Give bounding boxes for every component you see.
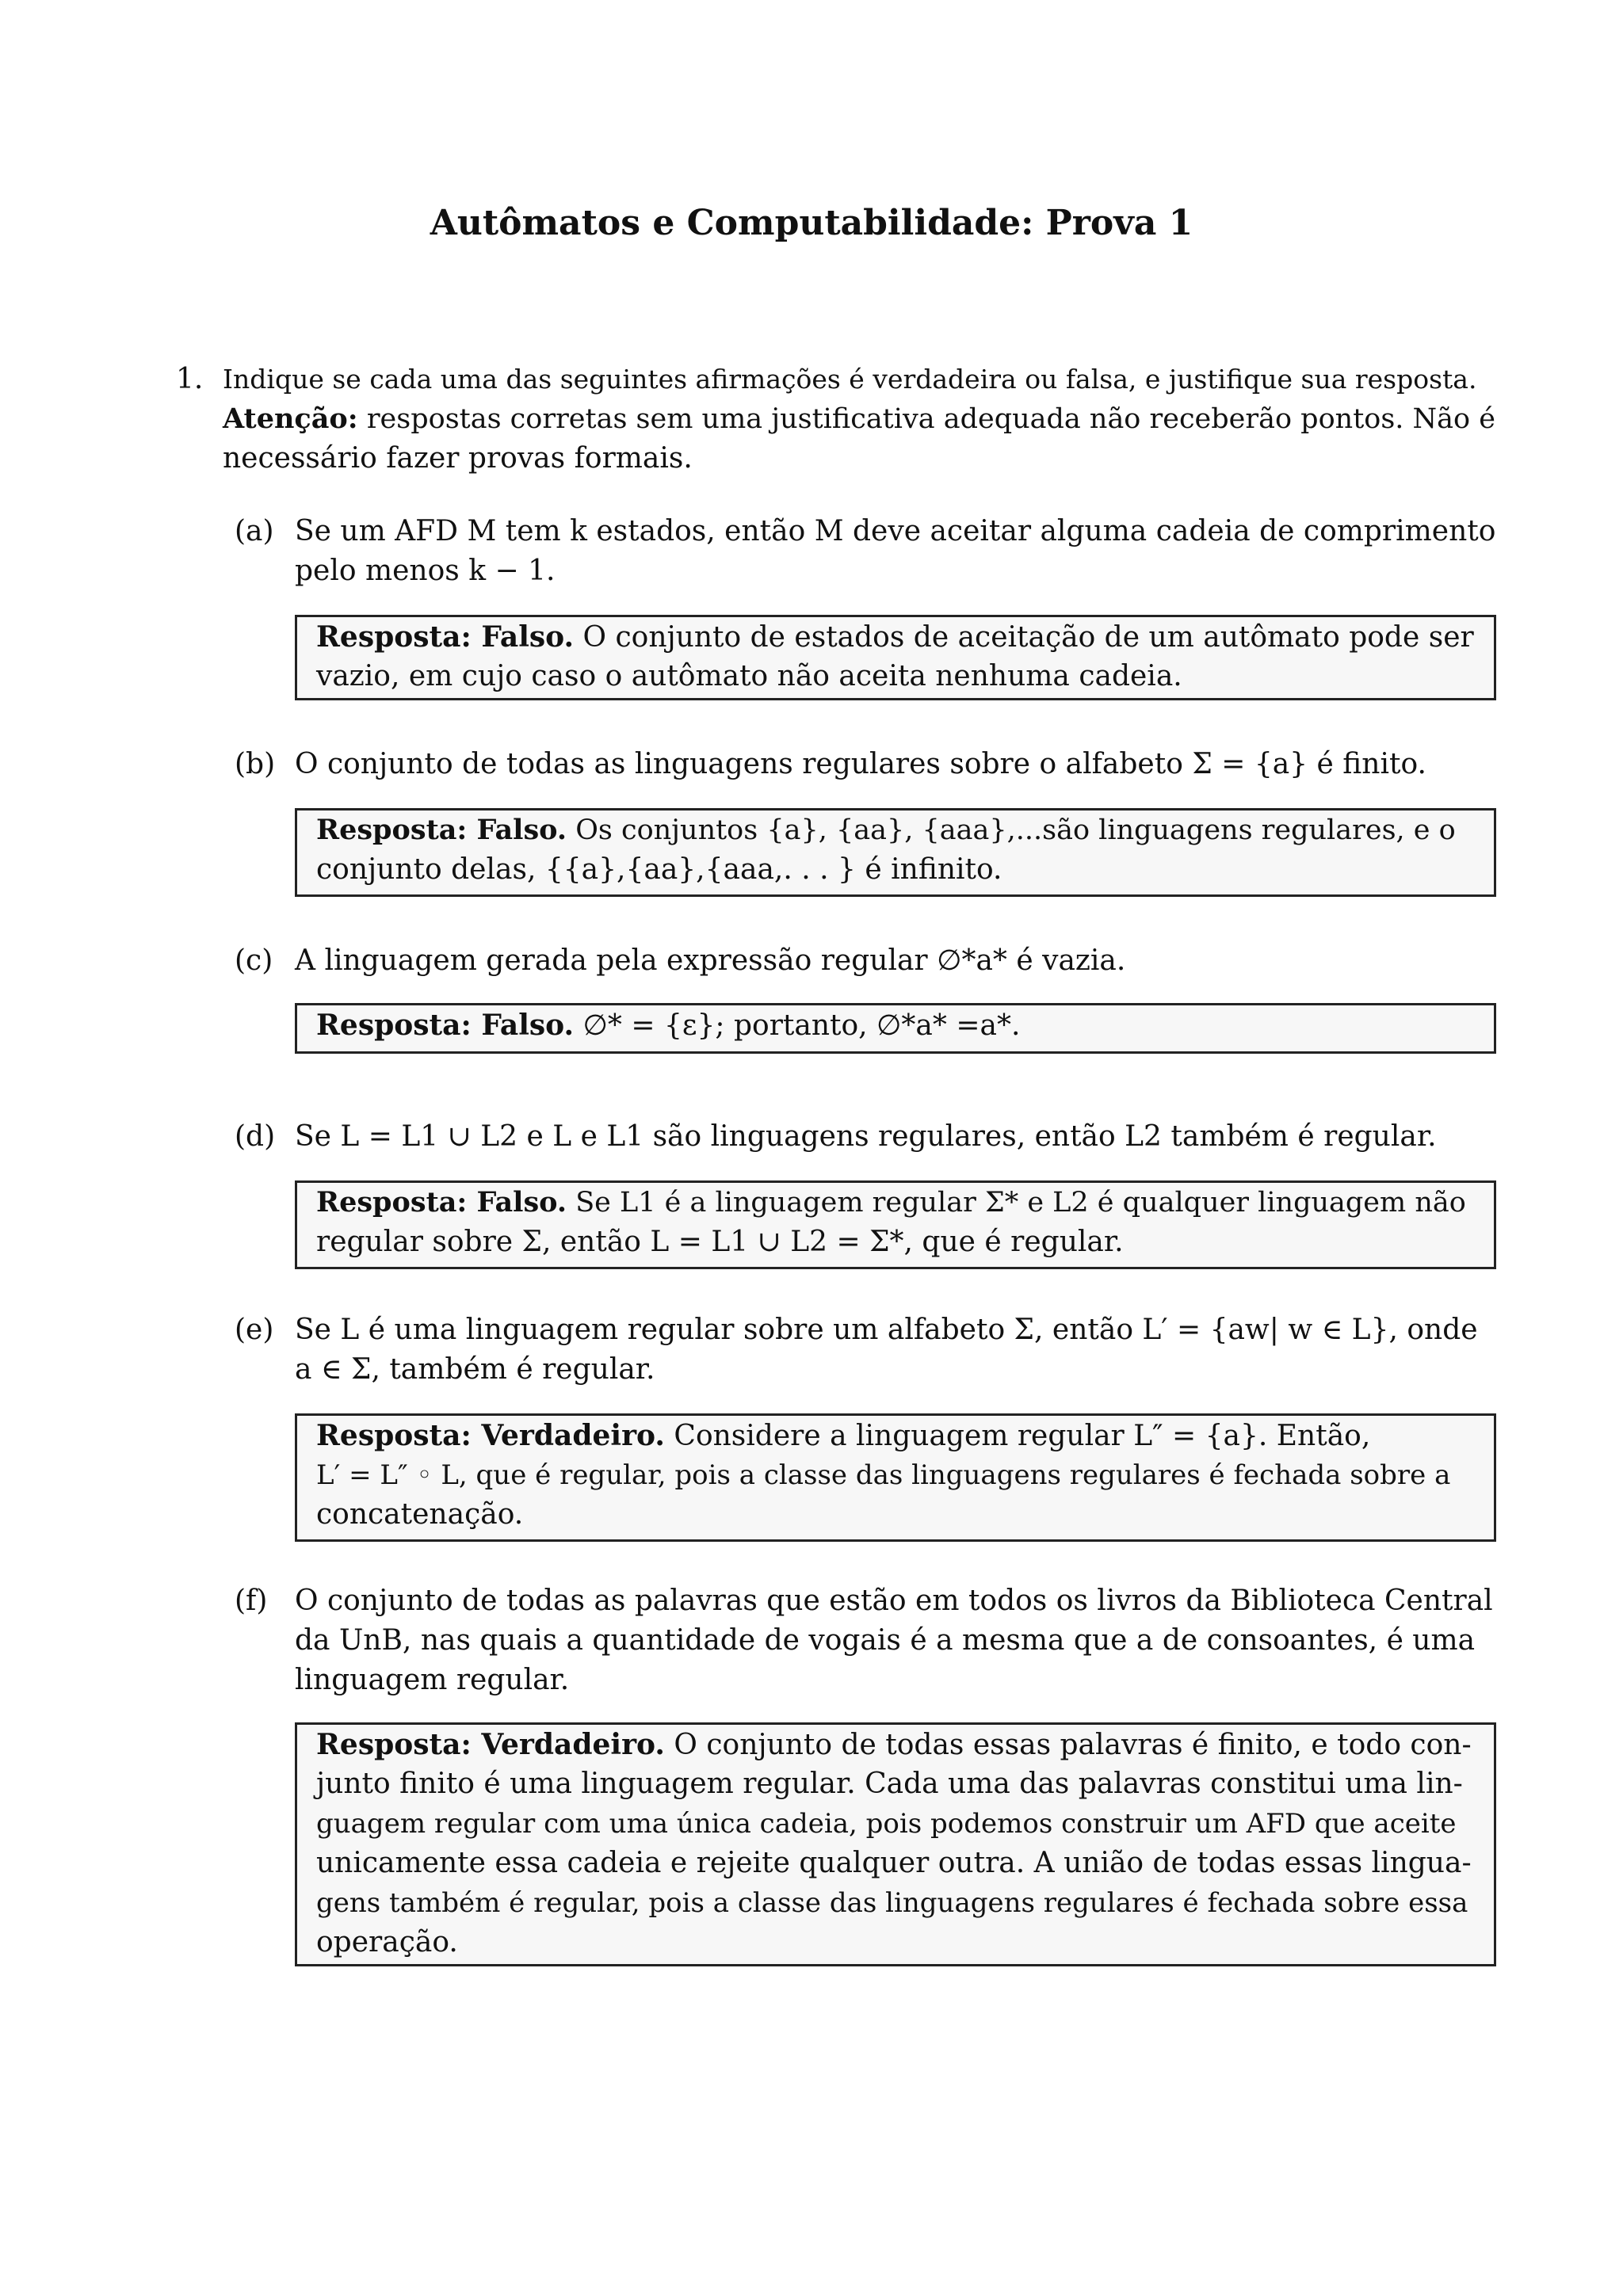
- item-f-answer-line-4: unicamente essa cadeia e rejeite qualquer outra. A união de todas essas lingua-: [316, 1847, 1472, 1879]
- item-a-answer-box: [295, 615, 1496, 700]
- item-f-answer-line-3: guagem regular com uma única cadeia, pois podemos construir um AFD que aceite: [316, 1808, 1457, 1840]
- item-e-line-1: Se L é uma linguagem regular sobre um alfabeto Σ, então L′ = {aw| w ∈ L}, onde: [295, 1314, 1478, 1346]
- item-d-answer-line-1: Resposta: Falso. Se L1 é a linguagem regular Σ* e L2 é qualquer linguagem não: [316, 1186, 1466, 1219]
- item-a-answer-line-2: vazio, em cujo caso o autômato não aceita nenhuma cadeia.: [316, 660, 1182, 692]
- item-b-line-1: O conjunto de todas as linguagens regulares sobre o alfabeto Σ = {a} é finito.: [295, 748, 1426, 780]
- item-a-statement: [295, 512, 1496, 591]
- question-line-2: [223, 399, 1495, 439]
- item-c-answer-line-1: Resposta: Falso. ∅* = {ε}; portanto, ∅*a* =a*.: [316, 1009, 1021, 1042]
- item-d-label: (d): [235, 1120, 276, 1153]
- answer-label: Resposta: Falso.: [316, 620, 575, 654]
- item-f-line-2: da UnB, nas quais a quantidade de vogais é a mesma que a de consoantes, é uma: [295, 1624, 1476, 1657]
- item-e-statement: [295, 1310, 1496, 1390]
- item-d-answer-line-2: regular sobre Σ, então L = L1 ∪ L2 = Σ*, que é regular.: [316, 1226, 1124, 1258]
- question-line-1: Indique se cada uma das seguintes afirmações é verdadeira ou falsa, e justifique sua resposta.: [223, 364, 1477, 395]
- item-f-answer-box: [295, 1722, 1496, 1966]
- page-title: Autômatos e Computabilidade: Prova 1: [430, 203, 1193, 243]
- question-line-3: necessário fazer provas formais.: [223, 442, 693, 475]
- item-b-label: (b): [235, 748, 276, 780]
- question-instructions: [223, 360, 1495, 479]
- item-c-statement: [295, 941, 1496, 981]
- item-a-answer-line-1: Resposta: Falso. O conjunto de estados de aceitação de um autômato pode ser: [316, 620, 1474, 654]
- item-a-line-1: Se um AFD M tem k estados, então M deve aceitar alguma cadeia de comprimento: [295, 515, 1496, 547]
- item-f-answer-line-1: Resposta: Verdadeiro. O conjunto de todas essas palavras é finito, e todo con-: [316, 1728, 1472, 1761]
- item-f-line-1: O conjunto de todas as palavras que estão em todos os livros da Biblioteca Central: [295, 1585, 1493, 1617]
- item-d-line-1: Se L = L1 ∪ L2 e L e L1 são linguagens regulares, então L2 também é regular.: [295, 1120, 1437, 1153]
- item-b-answer-box: [295, 808, 1496, 897]
- item-c-label: (c): [235, 944, 273, 977]
- item-e-line-2: a ∈ Σ, também é regular.: [295, 1353, 655, 1386]
- item-c-line-1: A linguagem gerada pela expressão regular ∅*a* é vazia.: [295, 944, 1126, 977]
- item-d-answer-box: [295, 1180, 1496, 1269]
- item-b-answer-line-2: conjunto delas, {{a},{aa},{aaa,. . . } é infinito.: [316, 853, 1002, 886]
- item-b-statement: [295, 745, 1496, 784]
- answer-label: Resposta: Verdadeiro.: [316, 1419, 665, 1452]
- item-f-answer-line-2: junto finito é uma linguagem regular. Cada uma das palavras constitui uma lin-: [316, 1768, 1463, 1800]
- item-e-answer-line-1: Resposta: Verdadeiro. Considere a linguagem regular L″ = {a}. Então,: [316, 1419, 1371, 1452]
- item-f-answer-line-5: gens também é regular, pois a classe das linguagens regulares é fechada sobre essa: [316, 1887, 1468, 1919]
- item-e-answer-line-2: L′ = L″ ◦ L, que é regular, pois a classe das linguagens regulares é fechada sobre a: [316, 1459, 1451, 1491]
- item-e-label: (e): [235, 1314, 274, 1346]
- attention-label: Atenção:: [223, 402, 358, 435]
- item-f-statement: [295, 1581, 1496, 1700]
- item-f-line-3: linguagem regular.: [295, 1664, 570, 1696]
- item-e-answer-line-3: concatenação.: [316, 1498, 524, 1531]
- item-b-answer-line-1: Resposta: Falso. Os conjuntos {a}, {aa}, {aaa},...são linguagens regulares, e o: [316, 814, 1456, 846]
- question-number: 1.: [176, 363, 204, 395]
- item-d-statement: [295, 1117, 1496, 1157]
- item-e-answer-box: [295, 1413, 1496, 1542]
- item-a-label: (a): [235, 515, 274, 547]
- answer-label: Resposta: Verdadeiro.: [316, 1728, 665, 1761]
- item-f-label: (f): [235, 1585, 268, 1617]
- answer-label: Resposta: Falso.: [316, 814, 567, 846]
- item-c-answer-box: [295, 1003, 1496, 1054]
- answer-label: Resposta: Falso.: [316, 1186, 567, 1219]
- answer-label: Resposta: Falso.: [316, 1009, 575, 1042]
- item-a-line-2: pelo menos k − 1.: [295, 555, 556, 587]
- attention-text: respostas corretas sem uma justificativa adequada não receberão pontos. Não é: [357, 403, 1495, 435]
- item-f-answer-line-6: operação.: [316, 1926, 458, 1958]
